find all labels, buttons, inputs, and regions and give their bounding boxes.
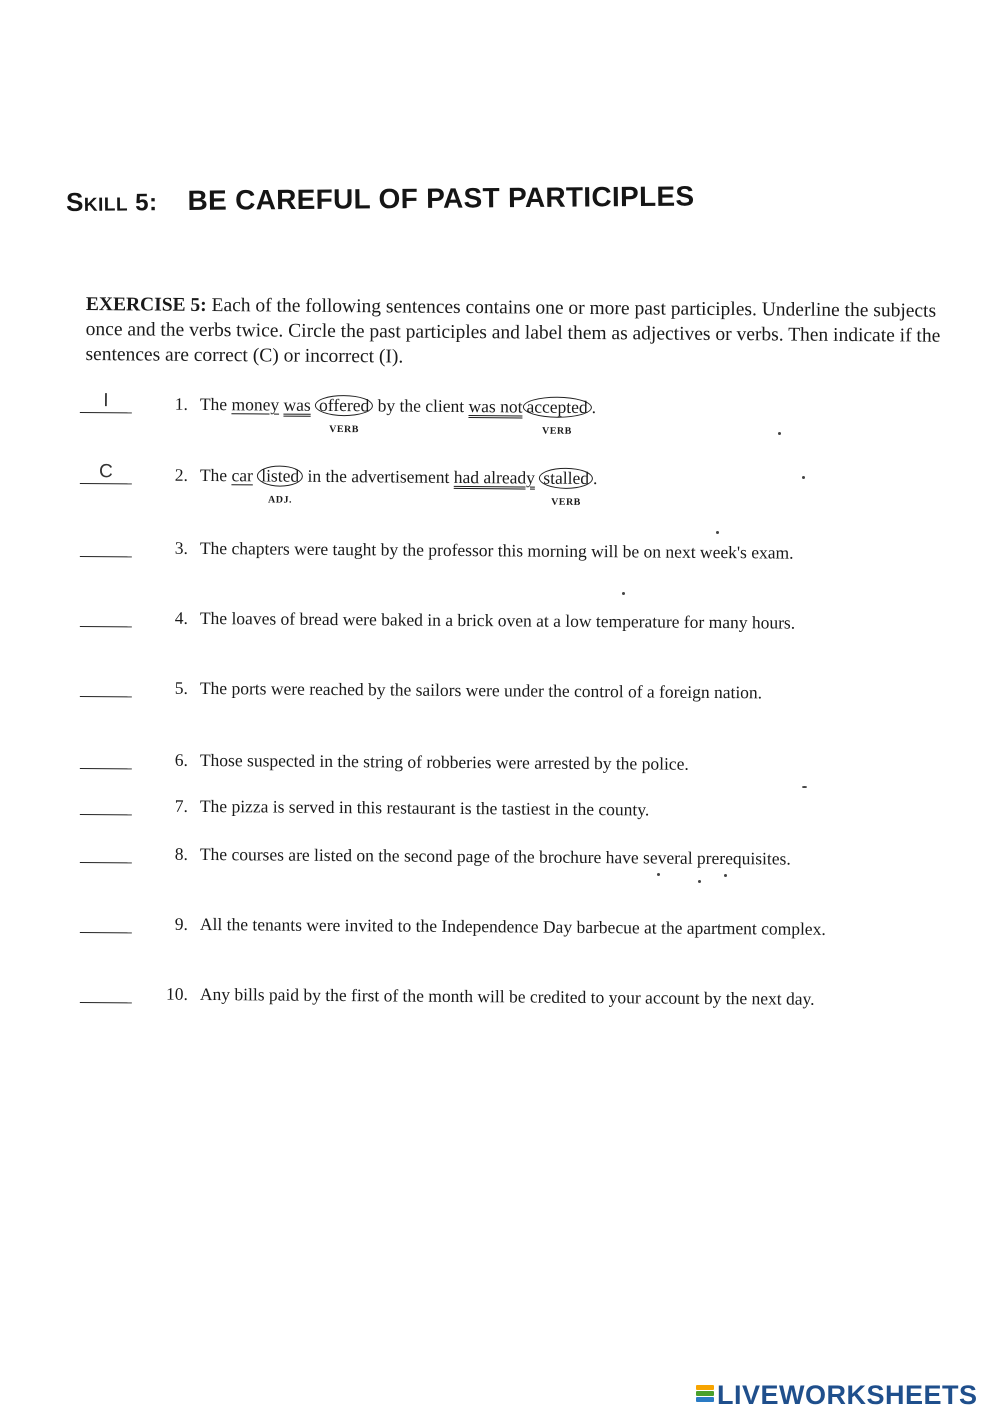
exercise-item-9 [80, 912, 900, 939]
participle-circle: offered VERB [315, 395, 373, 416]
participle-circle: listed ADJ. [257, 465, 303, 486]
exercise-item-10 [80, 982, 900, 1009]
liveworksheets-logo[interactable] [696, 1380, 978, 1411]
item-sentence: The ports were reached by the sailors were under the control of a foreign nation. [199, 677, 763, 703]
logo-text: LIVEWORKSHEETS [717, 1380, 978, 1410]
scan-speck [802, 786, 807, 788]
exercise-text: Each of the following sentences contains one or more past participles. Underline the subjects once and the verbs twice. Circle the past participles and label them as adjectives or verbs. Then indicate if the sentences are correct (C) or incorrect (I). [85, 294, 941, 368]
answer-blank-5[interactable] [80, 676, 132, 697]
scan-speck [778, 432, 781, 435]
item-sentence: The money was offered VERB by the client was not accepted VERB . [200, 393, 900, 420]
answer-blank-3[interactable] [80, 536, 132, 557]
scan-speck [622, 592, 625, 595]
page-title [66, 181, 695, 218]
item-number: 9. [174, 913, 188, 934]
scan-speck [802, 476, 805, 479]
exercise-item-3 [80, 536, 900, 563]
exercise-item-8 [80, 842, 900, 869]
exercise-instructions [85, 292, 946, 374]
skill-label: SKILL 5: [65, 186, 158, 217]
answer-blank-2[interactable]: C [80, 463, 132, 484]
answer-blank-6[interactable] [80, 748, 132, 769]
participle-circle: stalled VERB [539, 468, 593, 489]
answer-blank-8[interactable] [80, 842, 132, 863]
exercise-item-7 [80, 794, 900, 820]
item-number: 2. [174, 464, 188, 485]
item-sentence: All the tenants were invited to the Independence Day barbecue at the apartment complex. [199, 913, 826, 939]
skill-heading: BE CAREFUL OF PAST PARTICIPLES [187, 180, 695, 216]
subject-underline: car [231, 465, 253, 486]
participle-label: ADJ. [267, 494, 293, 506]
answer-blank-9[interactable] [80, 912, 132, 933]
exercise-item-5 [80, 676, 900, 703]
item-number: 7. [174, 795, 188, 816]
exercise-item-2 [80, 461, 900, 508]
scan-speck [716, 531, 719, 534]
participle-label: VERB [541, 425, 572, 437]
liveworksheets-logo-icon [696, 1385, 714, 1407]
scan-speck [657, 873, 660, 876]
scan-speck [724, 874, 727, 877]
item-number: 3. [174, 537, 188, 558]
participle-circle: accepted VERB [522, 396, 591, 418]
item-number: 1. [174, 393, 188, 414]
exercise-item-4 [80, 606, 900, 633]
verb-underline: had already [453, 466, 536, 488]
exercise-item-1 [80, 390, 900, 437]
subject-underline: money [231, 394, 280, 415]
verb-underline: was [283, 394, 311, 415]
item-number: 8. [174, 843, 188, 864]
answer-blank-10[interactable] [80, 982, 132, 1003]
item-sentence: The chapters were taught by the professor this morning will be on next week's exam. [199, 537, 794, 563]
participle-label: VERB [329, 423, 359, 436]
answer-blank-4[interactable] [80, 606, 132, 627]
exercise-item-6 [80, 748, 900, 774]
item-number: 10. [165, 983, 188, 1004]
item-sentence: The car listed ADJ. in the advertisement had already stalled VERB . [200, 464, 900, 491]
item-sentence: Those suspected in the string of robberies were arrested by the police. [199, 749, 689, 774]
item-number: 5. [174, 677, 188, 698]
exercise-label: EXERCISE 5: [85, 293, 207, 316]
answer-blank-1[interactable]: I [80, 392, 132, 413]
item-sentence: The courses are listed on the second page of the brochure have several prerequisites. [199, 843, 791, 869]
scan-speck [698, 880, 701, 883]
item-sentence: The pizza is served in this restaurant is the tastiest in the county. [199, 795, 650, 820]
item-sentence: Any bills paid by the first of the month will be credited to your account by the next day. [199, 983, 815, 1009]
participle-label: VERB [551, 496, 581, 508]
answer-blank-7[interactable] [80, 794, 132, 815]
item-sentence: The loaves of bread were baked in a brick oven at a low temperature for many hours. [199, 607, 796, 633]
item-number: 4. [174, 607, 188, 628]
item-number: 6. [174, 749, 188, 770]
verb-underline: was not [468, 396, 523, 417]
